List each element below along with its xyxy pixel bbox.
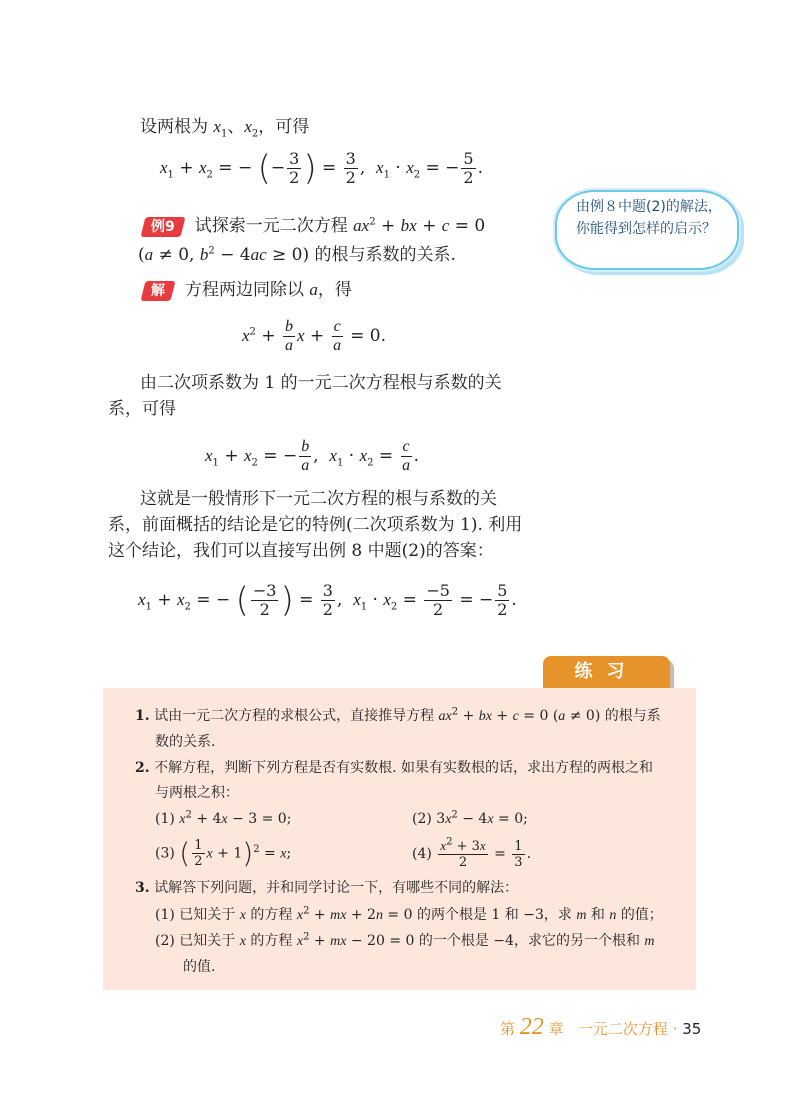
- page-number: 35: [682, 1020, 702, 1038]
- chapter-number: 22: [519, 1014, 544, 1040]
- text: 的方程: [250, 933, 293, 949]
- text: 的两个根是 1 和 −3，求: [416, 907, 572, 923]
- text: 设两根为: [140, 117, 208, 137]
- text: 的值；: [620, 907, 663, 923]
- text: (1) 已知关于: [155, 907, 236, 923]
- exercise-2-item4: (4) $\frac{x^2 + 3x}{2}$ = $\frac{1}{3}$ .: [412, 836, 532, 870]
- exercise-2-line1: [135, 756, 653, 780]
- exercise-2-item2: (2) $3x^2 - 4x = 0$;: [412, 809, 528, 827]
- paragraph-3-line1: 这就是一般情形下一元二次方程的根与系数的关: [140, 489, 497, 509]
- paragraph-2-line2: 系，可得: [108, 399, 176, 419]
- example-badge: 例9: [141, 217, 186, 237]
- page-footer: 第 22 章 一元二次方程 · 35: [500, 1014, 702, 1040]
- paragraph-roots: 设两根为 $x_1$、$x_2$，可得: [140, 117, 310, 140]
- text: .: [477, 158, 483, 178]
- text: 第: [500, 1020, 516, 1038]
- exercise-2-item1: (1) $x^2 + 4x - 3 = 0$;: [155, 809, 292, 827]
- text: 章: [548, 1020, 564, 1038]
- text: 的方程: [250, 907, 293, 923]
- solution-line: 解 方程两边同除以 a，得: [143, 277, 352, 303]
- text: 的一个根是 −4，求它的另一个根和: [418, 933, 640, 949]
- text: 试探索一元二次方程: [194, 216, 348, 236]
- exercise-1-line2: 数的关系.: [155, 734, 216, 750]
- text: 和: [590, 907, 605, 923]
- text: ，可得: [258, 117, 310, 137]
- paragraph-3-line2: 系，前面概括的结论是它的特例(二次项系数为 1). 利用: [108, 515, 523, 535]
- equation-1: $x_1 + x_2$ = − (− $\frac{3}{2}$ ) = $\frac{3}{2}$ , $x_1 \cdot x_2$ = − $\frac{5}{2}$ .: [160, 148, 483, 189]
- text: 1.: [135, 708, 150, 724]
- exercise-1-line1: 1. 试由一元二次方程的求根公式，直接推导方程 $ax^2$ + bx + c = 0 (a ≠ 0) 的根与系: [135, 706, 661, 724]
- exercise-2-line2: 与两根之积：: [155, 785, 239, 801]
- chapter-title: 一元二次方程: [577, 1020, 668, 1038]
- text: 的根与系: [604, 708, 661, 724]
- text: 的根与系数的关系.: [314, 245, 456, 265]
- paragraph-3-line3: 这个结论，我们可以直接写出例 8 中题(2)的答案：: [108, 541, 494, 561]
- exercise-3-item2-line2: 的值.: [183, 959, 216, 975]
- paragraph-2-line1: 由二次项系数为 1 的一元二次方程根与系数的关: [140, 373, 502, 393]
- exercise-3-item1: (1) 已知关于 x 的方程 $x^2$ + mx + 2n = 0 的两个根是 1 和 −3，求 m 和 n 的值；: [155, 905, 663, 923]
- exercise-3-line1: [135, 876, 518, 900]
- cloud-note: 由例８中题(2)的解法，你能得到怎样的启示？: [576, 199, 722, 237]
- text: 试由一元二次方程的求根公式，直接推导方程: [154, 708, 435, 724]
- text: 、: [227, 117, 245, 137]
- text: 3.: [135, 880, 150, 896]
- text: 2.: [135, 760, 150, 776]
- exercise-3-item2-line1: (2) 已知关于 x 的方程 $x^2$ + mx − 20 = 0 的一个根是 −4，求它的另一个根和 m: [155, 931, 655, 949]
- example-9-line1: 例9 试探索一元二次方程 $ax^2$ + bx + c = 0: [143, 213, 485, 239]
- equation-3: $x_1 + x_2$ = − $\frac{b}{a}$ , $x_1 \cdot x_2$ = $\frac{c}{a}$ .: [205, 438, 420, 474]
- solution-badge: 解: [141, 281, 176, 301]
- equation-2: $x^2$ + $\frac{b}{a}$ x + $\frac{c}{a}$ = 0.: [242, 318, 386, 354]
- text: 试解答下列问题，并和同学讨论一下，有哪些不同的解法：: [154, 880, 519, 896]
- exercise-2-item3: (3) ( $\frac{1}{2}$ x + 1)$^2$ = x;: [155, 836, 292, 870]
- practice-tab: 练习: [543, 656, 670, 688]
- equation-4: $x_1 + x_2$ = − ( $\frac{-3}{2}$ ) = $\frac{3}{2}$ , $x_1 \cdot x_2$ = $\frac{-5}{2}$ = − $\frac{5}{2}$ .: [138, 580, 517, 621]
- text: 方程两边同除以: [185, 280, 304, 300]
- text: 不解方程，判断下列方程是否有实数根. 如果有实数根的话，求出方程的两根之和: [154, 760, 653, 776]
- text: (2) 已知关于: [155, 933, 236, 949]
- example-9-line2: (a ≠ 0, $b^2 - 4ac \ge 0$) 的根与系数的关系.: [138, 245, 456, 265]
